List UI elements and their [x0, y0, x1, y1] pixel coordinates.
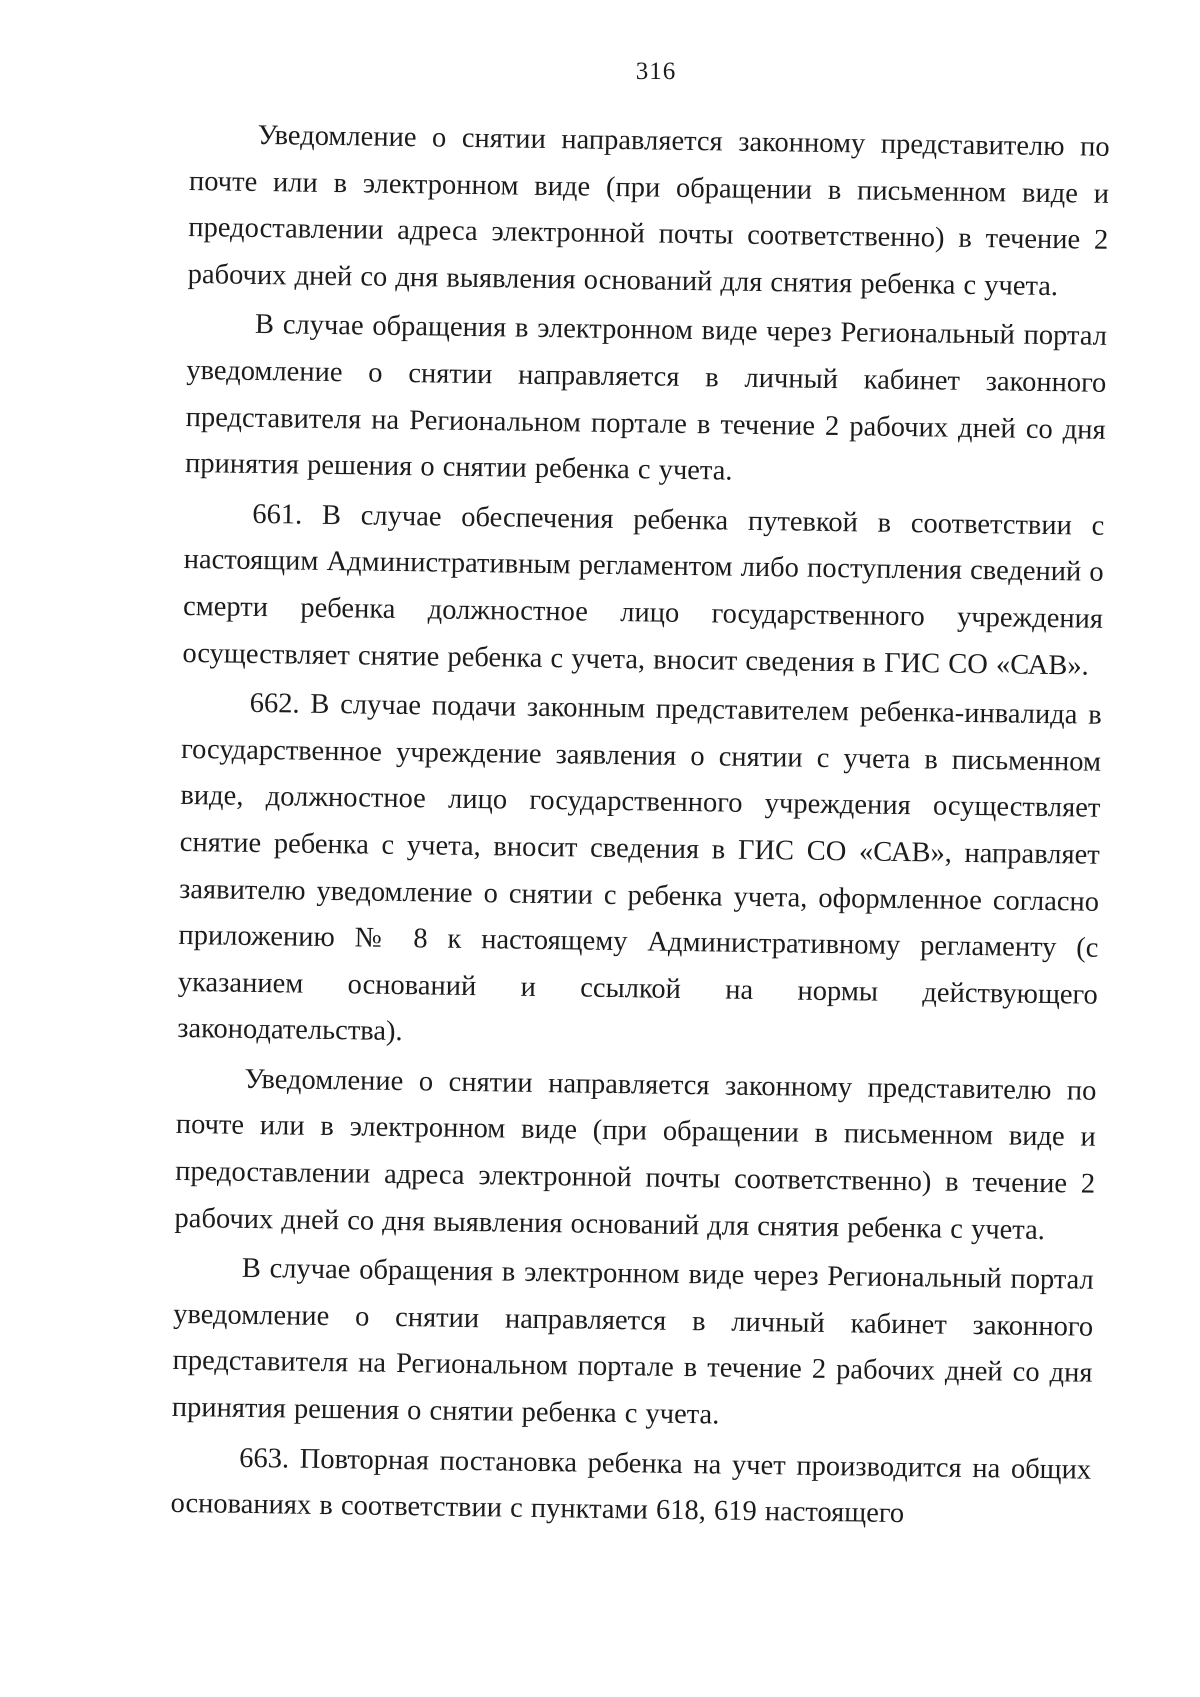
- paragraph-notification-mail-1: Уведомление о снятии направляется законному представителю по почте или в электронном виде (при обращении в письменном виде и предоставлении адреса электронной почты соответственно) в течение 2 рабочих дней со дня выявления оснований для снятия ребенка с учета.: [187, 119, 1110, 302]
- paragraph-notification-mail-2: Уведомление о снятии направляется законному представителю по почте или в электронном виде (при обращении в письменном виде и предоставлении адреса электронной почты соответственно) в течение 2 рабочих дней со дня выявления оснований для снятия ребенка с учета.: [174, 1063, 1097, 1246]
- paragraph-regional-portal-2: В случае обращения в электронном виде через Региональный портал уведомление о снятии направляется в личный кабинет законного представителя на Региональном портале в течение 2 рабочих дней со дня принятия решения о снятии ребенка с учета.: [171, 1253, 1094, 1431]
- page-number: 316: [635, 58, 677, 85]
- paragraph-item-663: 663. Повторная постановка ребенка на учет производится на общих основаниях в соответствии с пунктами 618, 619 настоящего: [170, 1442, 1092, 1530]
- paragraph-item-661: 661. В случае обеспечения ребенка путевкой в соответствии с настоящим Административным регламентом либо поступления сведений о смерти ребенка должностное лицо государственного учреждения осуществляет снятие ребенка с учета, вносит сведения в ГИС СО «САВ».: [182, 498, 1105, 682]
- document-body: [170, 112, 1110, 1544]
- paragraph-regional-portal-1: В случае обращения в электронном виде через Региональный портал уведомление о снятии направляется в личный кабинет законного представителя на Региональном портале в течение 2 рабочих дней со дня принятия решения о снятии ребенка с учета.: [184, 309, 1108, 487]
- paragraph-item-662: 662. В случае подачи законным представителем ребенка-инвалида в государственное учреждение заявления о снятии с учета в письменном виде, должностное лицо государственного учреждения осуществляет снятие ребенка с учета, вносит сведения в ГИС СО «САВ», направляет заявителю уведомление о снятии с ребенка учета, оформленное согласно приложению № 8 к настоящему Административному регламенту (с указанием оснований и ссылкой на нормы действующего законодательства).: [176, 688, 1102, 1048]
